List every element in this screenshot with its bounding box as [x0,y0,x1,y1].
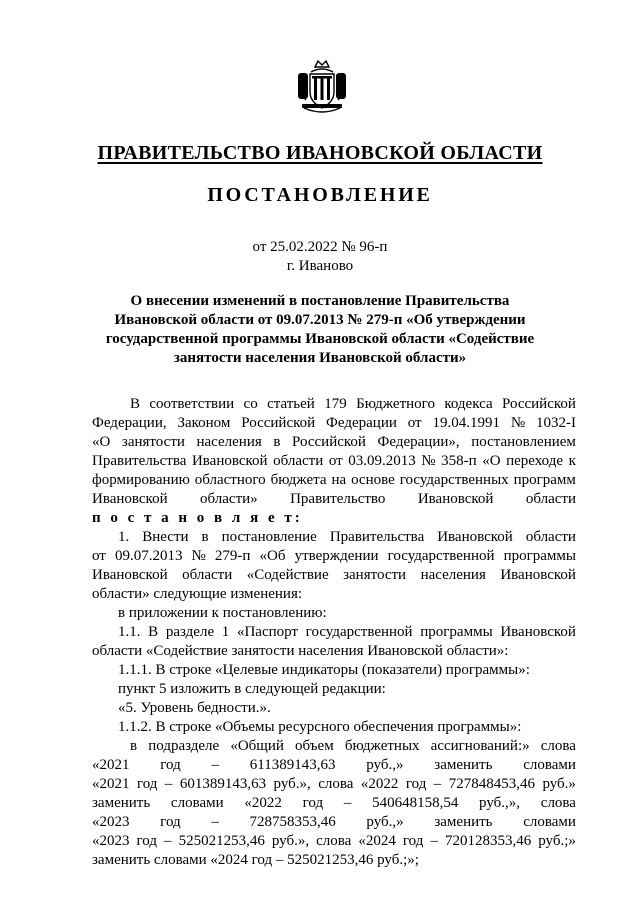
word: 720128353,46 [444,833,532,849]
word: Внести [142,529,189,545]
word: «О [482,453,501,469]
coat-of-arms-icon [296,58,348,116]
word: «Общий [230,738,284,754]
word: № [510,415,526,431]
word: области» [200,491,258,507]
word: государственной [387,548,495,564]
word: 1032-I [536,415,576,431]
word: В [130,396,141,412]
justified-line [92,490,576,509]
word: Ивановской [417,491,494,507]
word: основе [351,472,395,488]
word: «Об [259,548,286,564]
justified-line [92,528,576,547]
word: – [164,833,172,849]
word: руб.», [271,833,310,849]
word: год [136,776,158,792]
justified-line [92,737,576,756]
word: занятости [343,567,407,583]
word: от [407,415,422,431]
word: программ [513,472,576,488]
word: год [402,833,424,849]
word: 1 [221,624,230,640]
subsection-text: «5. Уровень бедности.». [118,700,271,716]
word: В [148,624,159,640]
title-line: занятости населения Ивановской области» [173,350,467,366]
word: от [92,548,106,564]
word: «О [92,434,111,450]
word: словами [523,814,576,830]
word: Российской [502,396,576,412]
word: на [331,472,347,488]
word: «2023 [92,814,130,830]
word: слова [540,795,576,811]
title-line: О внесении изменений в постановление Правительства [130,293,510,309]
word: руб.,», [479,795,521,811]
word: занятости [121,434,185,450]
justified-line [92,471,576,490]
word: 1.1. [118,624,141,640]
word: «2023 [92,833,130,849]
word: «2022 [360,776,399,792]
government-name: ПРАВИТЕЛЬСТВО ИВАНОВСКОЙ ОБЛАСТИ [97,142,543,164]
word: 1. [118,529,130,545]
word: № [191,548,206,564]
word: 19.04.1991 [432,415,500,431]
justified-line [92,813,576,832]
word: областного [194,472,266,488]
word: Ивановской [191,453,268,469]
word: заменить [434,757,493,773]
document-title [100,292,540,368]
word: «Содействие [246,567,329,583]
word: Правительства [329,529,425,545]
word: год [136,833,158,849]
document-type: ПОСТАНОВЛЕНИЕ [207,184,433,206]
word: области [182,567,233,583]
word: программы [420,624,493,640]
word: населения [420,567,486,583]
justified-line [92,623,576,642]
word: постановление [221,529,317,545]
word: год [160,757,181,773]
word: слова [318,776,354,792]
word: «2022 [244,795,282,811]
word: к [568,453,576,469]
word: в [201,529,209,545]
word: 179 [324,396,347,412]
word: Ивановской [437,529,513,545]
word: государственных [399,472,509,488]
word: 09.07.2013 [114,548,183,564]
word: в [273,434,281,450]
title-line: государственной программы Ивановской области «Содействие [105,331,535,347]
word: кодекса [444,396,493,412]
word: государственной [305,624,413,640]
word: – [430,833,438,849]
word: Законом [177,415,231,431]
word: – [164,776,173,792]
word: заменить [92,795,151,811]
word: словами [523,757,576,773]
word: 525021253,46 [178,833,265,849]
word: «2021 [92,757,130,773]
word: – [343,795,352,811]
word: Ивановской [92,491,168,507]
word: Федерации, [92,415,167,431]
word: «2024 [358,833,396,849]
word: Ивановской [500,567,576,583]
justified-line [92,794,576,813]
annex-line: в приложении к постановлению: [118,605,327,621]
word: – [211,814,219,830]
word: соответствии [149,396,235,412]
justified-line [92,832,576,851]
word: Российской [241,415,316,431]
justified-line [92,547,576,566]
word: населения [196,434,262,450]
word: руб.,» [366,814,404,830]
word: руб.;» [538,833,576,849]
word: Ивановской [92,567,168,583]
date-number: от 25.02.2022 № 96-п [252,239,388,255]
justified-line [92,775,576,794]
word: формированию [92,472,190,488]
justified-line [92,756,576,775]
word: Федерации [326,415,397,431]
word: слова [540,738,576,754]
word: 358-п [441,453,477,469]
word: «2021 [92,776,130,792]
word: руб.,» [366,757,404,773]
word: программы [503,548,576,564]
word: – [211,757,220,773]
justified-line [92,395,576,414]
word: 728758353,46 [249,814,336,830]
word: 03.09.2013 [348,453,416,469]
paragraph-last-line: области «Содействие занятости населения Ивановской области»: [92,643,509,659]
paragraph-last-line: заменить словами «2024 год – 525021253,46 руб.;»; [92,852,419,868]
word: 601389143,63 [179,776,267,792]
word: разделе [165,624,215,640]
word: области [525,491,576,507]
word: Ивановской [500,624,576,640]
title-line: Ивановской области от 09.07.2013 № 279-п «Об утверждении [114,312,526,328]
justified-line [92,414,576,433]
word: объем [295,738,334,754]
city: г. Иваново [286,258,354,274]
word: в [130,738,138,754]
word: Российской [292,434,366,450]
word: области [273,453,324,469]
word: постановлением [471,434,576,450]
justified-line [92,433,576,452]
word: от [328,453,343,469]
word: статьей [267,396,315,412]
word: заменить [434,814,493,830]
word: утверждении [294,548,379,564]
word: год [405,776,427,792]
subsection-text: пункт 5 изложить в следующей редакции: [118,681,386,697]
paragraph-last-line: области» следующие изменения: [92,586,303,602]
word: Правительства [92,453,187,469]
subsection-1-1-1: 1.1.1. В строке «Целевые индикаторы (показатели) программы»: [118,662,530,678]
word: Федерации», [377,434,460,450]
word: год [160,814,181,830]
word: области [525,529,576,545]
justified-line [92,452,576,471]
word: подразделе [148,738,220,754]
resolves-word: п о с т а н о в л я е т: [92,510,303,526]
word: бюджета [270,472,327,488]
word: 727848453,46 [448,776,535,792]
date-block [0,238,640,276]
word: № [421,453,436,469]
word: руб.» [542,776,576,792]
word: Правительство [290,491,386,507]
word: бюджетных [344,738,420,754]
word: 611389143,63 [249,757,336,773]
document-body [92,395,576,870]
word: «Паспорт [236,624,298,640]
word: Бюджетного [356,396,435,412]
justified-line [92,566,576,585]
word: – [433,776,442,792]
word: 540648158,54 [372,795,459,811]
word: ассигнований:» [430,738,530,754]
word: год [302,795,324,811]
word: со [243,396,258,412]
subsection-1-1-2: 1.1.2. В строке «Объемы ресурсного обеспечения программы»: [118,719,522,735]
word: 279-п [214,548,251,564]
word: слова [316,833,352,849]
word: словами [170,795,224,811]
word: переходе [506,453,564,469]
word: руб.», [273,776,311,792]
